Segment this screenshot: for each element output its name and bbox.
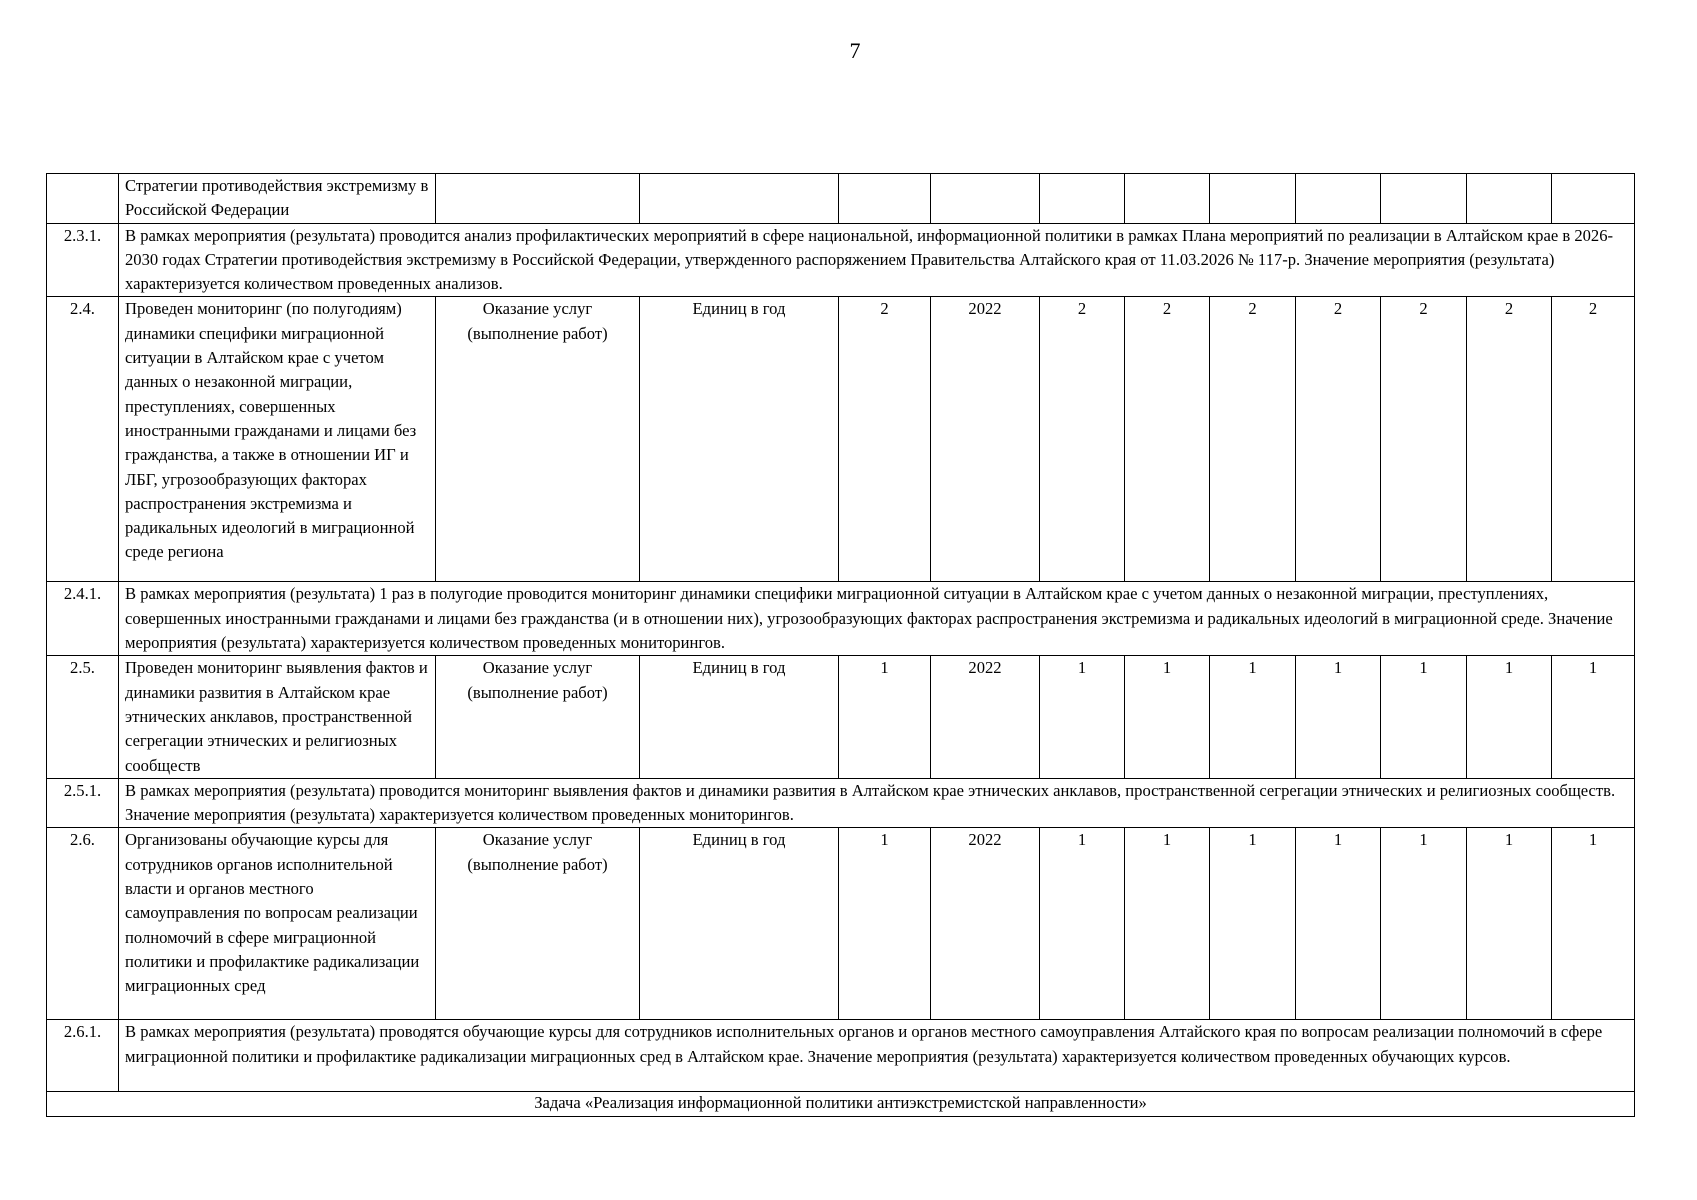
year-value-cell: 1: [1467, 828, 1552, 1020]
year-value-cell: 1: [1296, 828, 1381, 1020]
year-value-cell: 1: [1467, 656, 1552, 778]
unit-of-measure: Единиц в год: [640, 656, 839, 778]
task-heading: Задача «Реализация информационной политики антиэкстремистской направленности»: [47, 1092, 1635, 1117]
row-number: 2.6.1.: [47, 1020, 119, 1092]
page-number: 7: [849, 38, 861, 63]
year-value-cell: 2: [1381, 297, 1467, 582]
year-value-cell: 2: [1125, 297, 1210, 582]
year-value-cell: 2: [1552, 297, 1635, 582]
result-description: В рамках мероприятия (результата) 1 раз в полугодие проводится мониторинг динамики специфики миграционной ситуации в Алтайском крае с учетом данных о незаконной миграции, преступлениях, совершенных иностранными гражданами и лицами без гражданства (и в отношении них), угрозообразующих факторах распространения экстремизма и радикальных идеологий в миграционной среде. Значение мероприятия (результата) характеризуется количеством проведенных мониторингов.: [119, 582, 1635, 656]
row-number: 2.4.1.: [47, 582, 119, 656]
base-year: 2022: [931, 828, 1040, 1020]
year-value-cell: [1296, 174, 1381, 224]
table-row-description: [47, 223, 1635, 297]
result-name: Организованы обучающие курсы для сотрудников органов исполнительной власти и органов местного самоуправления по вопросам реализации полномочий в сфере миграционной политики и профилактике радикализации миграционных сред: [119, 828, 436, 1020]
year-value-cell: 2: [1210, 297, 1296, 582]
unit-of-measure: Единиц в год: [640, 297, 839, 582]
year-value-cell: 1: [1040, 656, 1125, 778]
year-value-cell: [1210, 174, 1296, 224]
result-name: Проведен мониторинг (по полугодиям) динамики специфики миграционной ситуации в Алтайском крае с учетом данных о незаконной миграции, преступлениях, совершенных иностранными гражданами и лицами без гражданства, а также в отношении ИГ и ЛБГ, угрозообразующих факторах распространения экстремизма и радикальных идеологий в миграционной среде региона: [119, 297, 436, 582]
year-value-cell: 1: [1125, 828, 1210, 1020]
base-value: 1: [839, 656, 931, 778]
result-name: Стратегии противодействия экстремизму в Российской Федерации: [119, 174, 436, 224]
unit-of-measure: Единиц в год: [640, 828, 839, 1020]
base-year: 2022: [931, 297, 1040, 582]
base-year: 2022: [931, 656, 1040, 778]
year-value-cell: 1: [1210, 656, 1296, 778]
table-row-description: [47, 1020, 1635, 1092]
year-value-cell: 2: [1467, 297, 1552, 582]
year-value-cell: 1: [1210, 828, 1296, 1020]
results-table: [46, 173, 1635, 1117]
base-value: 2: [839, 297, 931, 582]
year-value-cell: [1552, 174, 1635, 224]
result-description: В рамках мероприятия (результата) проводится мониторинг выявления фактов и динамики развития в Алтайском крае этнических анклавов, пространственной сегрегации этнических и религиозных сообществ. Значение мероприятия (результата) характеризуется количеством проведенных мониторингов.: [119, 778, 1635, 828]
result-description: В рамках мероприятия (результата) проводится анализ профилактических мероприятий в сфере национальной, информационной политики в рамках Плана мероприятий по реализации в Алтайском крае в 2026-2030 годах Стратегии противодействия экстремизму в Российской Федерации, утвержденного распоряжением Правительства Алтайского края от 11.03.2026 № 117-р. Значение мероприятия (результата) характеризуется количеством проведенных анализов.: [119, 223, 1635, 297]
year-value-cell: 1: [1552, 656, 1635, 778]
year-value-cell: 1: [1125, 656, 1210, 778]
result-description: В рамках мероприятия (результата) проводятся обучающие курсы для сотрудников исполнительных органов и органов местного самоуправления Алтайского края по вопросам реализации полномочий в сфере миграционной политики и профилактике радикализации миграционных сред в Алтайском крае. Значение мероприятия (результата) характеризуется количеством проведенных обучающих курсов.: [119, 1020, 1635, 1092]
row-number: 2.5.1.: [47, 778, 119, 828]
table-row-item: [47, 297, 1635, 582]
year-value-cell: 1: [1552, 828, 1635, 1020]
year-value-cell: [1381, 174, 1467, 224]
result-type: Оказание услуг (выполнение работ): [436, 828, 640, 1020]
table-row-item: [47, 174, 1635, 224]
row-number: [47, 174, 119, 224]
year-value-cell: 1: [1381, 656, 1467, 778]
row-number: 2.6.: [47, 828, 119, 1020]
table-row-description: [47, 582, 1635, 656]
year-value-cell: 1: [1040, 828, 1125, 1020]
result-type: Оказание услуг (выполнение работ): [436, 297, 640, 582]
year-value-cell: [1467, 174, 1552, 224]
table-row-item: [47, 656, 1635, 778]
table-row-item: [47, 828, 1635, 1020]
base-value: 1: [839, 828, 931, 1020]
result-name: Проведен мониторинг выявления фактов и динамики развития в Алтайском крае этнических анклавов, пространственной сегрегации этнических и религиозных сообществ: [119, 656, 436, 778]
row-number: 2.3.1.: [47, 223, 119, 297]
row-number: 2.5.: [47, 656, 119, 778]
year-value-cell: [1040, 174, 1125, 224]
year-value-cell: [1125, 174, 1210, 224]
row-number: 2.4.: [47, 297, 119, 582]
table-row-description: [47, 778, 1635, 828]
table-row-task: [47, 1092, 1635, 1117]
result-type: [436, 174, 640, 224]
year-value-cell: 2: [1040, 297, 1125, 582]
year-value-cell: 1: [1296, 656, 1381, 778]
base-year: [931, 174, 1040, 224]
base-value: [839, 174, 931, 224]
year-value-cell: 1: [1381, 828, 1467, 1020]
table-body: [47, 174, 1635, 1117]
year-value-cell: 2: [1296, 297, 1381, 582]
unit-of-measure: [640, 174, 839, 224]
result-type: Оказание услуг (выполнение работ): [436, 656, 640, 778]
